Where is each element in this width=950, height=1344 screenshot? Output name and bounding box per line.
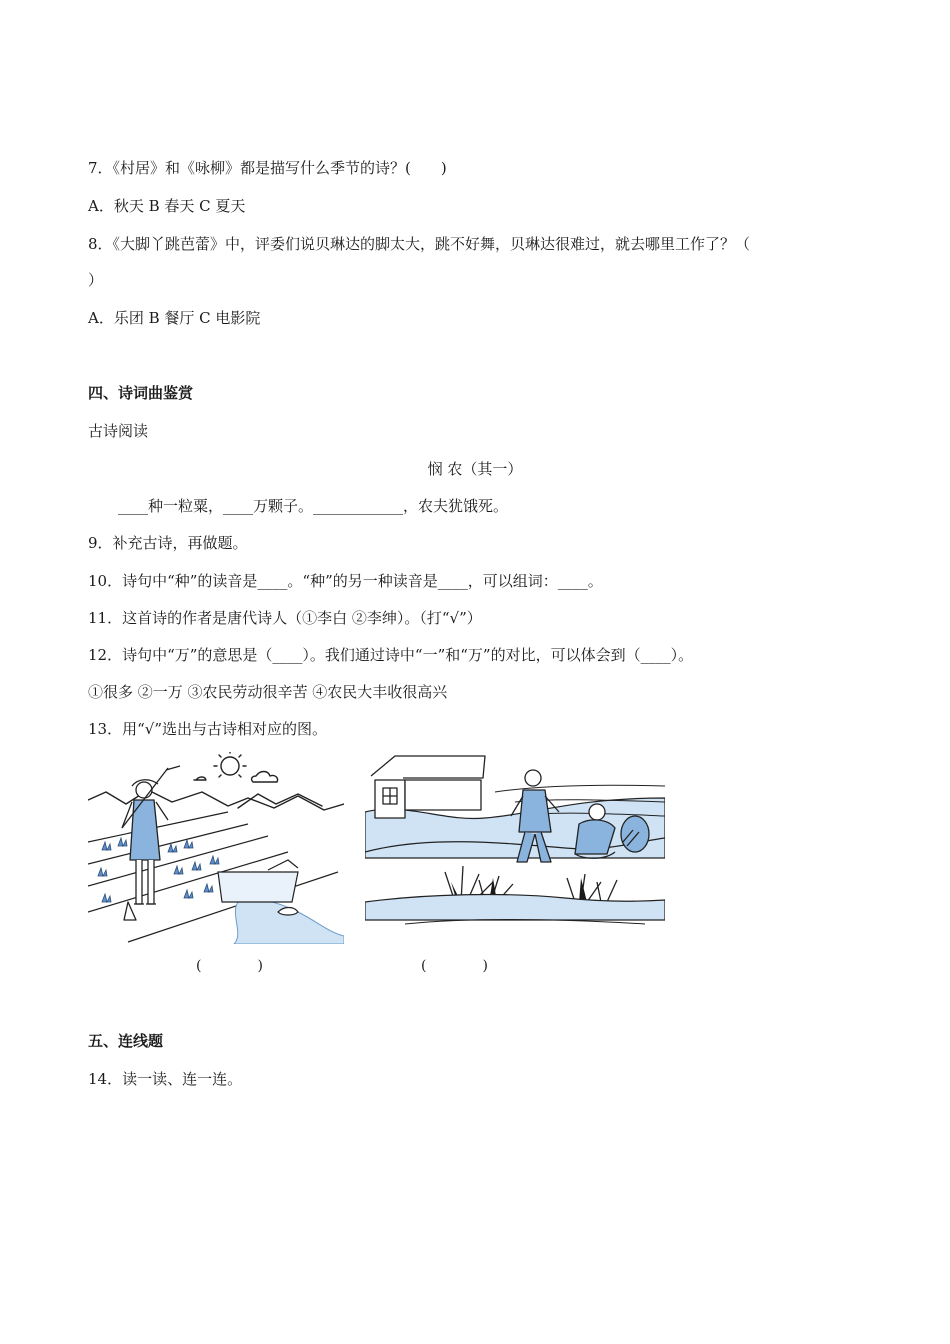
farmers-resting-illustration	[365, 752, 665, 942]
q11-question: 11．这首诗的作者是唐代诗人（①李白 ②李绅）。（打“√”）	[88, 609, 482, 627]
q7-options: A．秋天 B 春天 C 夏天	[88, 197, 246, 215]
poem-line: ____种一粒粟，____万颗子。____________，农夫犹饿死。	[118, 497, 509, 515]
q7-question: 7．《村居》和《咏柳》都是描写什么季节的诗？( )	[88, 159, 447, 177]
q10-question: 10．诗句中“种”的读音是____。“种”的另一种读音是____，可以组词：____。	[88, 572, 603, 590]
section4-subtitle: 古诗阅读	[88, 422, 149, 440]
q12-question: 12．诗句中“万”的意思是（____）。我们通过诗中“一”和“万”的对比，可以体会到（____）。	[88, 646, 694, 664]
q8-options: A．乐团 B 餐厅 C 电影院	[88, 309, 261, 327]
q13-answer-right[interactable]: ( )	[421, 958, 488, 974]
q9-question: 9．补充古诗，再做题。	[88, 534, 248, 552]
section5-title: 五、连线题	[88, 1032, 164, 1050]
q8-question-line1: 8．《大脚丫跳芭蕾》中，评委们说贝琳达的脚太大，跳不好舞，贝琳达很难过，就去哪里工作了？（	[88, 235, 751, 253]
q8-question-line2: ）	[88, 271, 104, 289]
q14-question: 14．读一读、连一连。	[88, 1070, 243, 1088]
section4-title: 四、诗词曲鉴赏	[88, 384, 194, 402]
q13-question: 13．用“√”选出与古诗相对应的图。	[88, 720, 327, 738]
q12-options: ①很多 ②一万 ③农民劳动很辛苦 ④农民大丰收很高兴	[88, 683, 448, 701]
q13-answer-left[interactable]: ( )	[196, 958, 263, 974]
farmer-hoeing-illustration	[88, 752, 344, 944]
poem-title: 悯 农（其一）	[427, 460, 523, 478]
